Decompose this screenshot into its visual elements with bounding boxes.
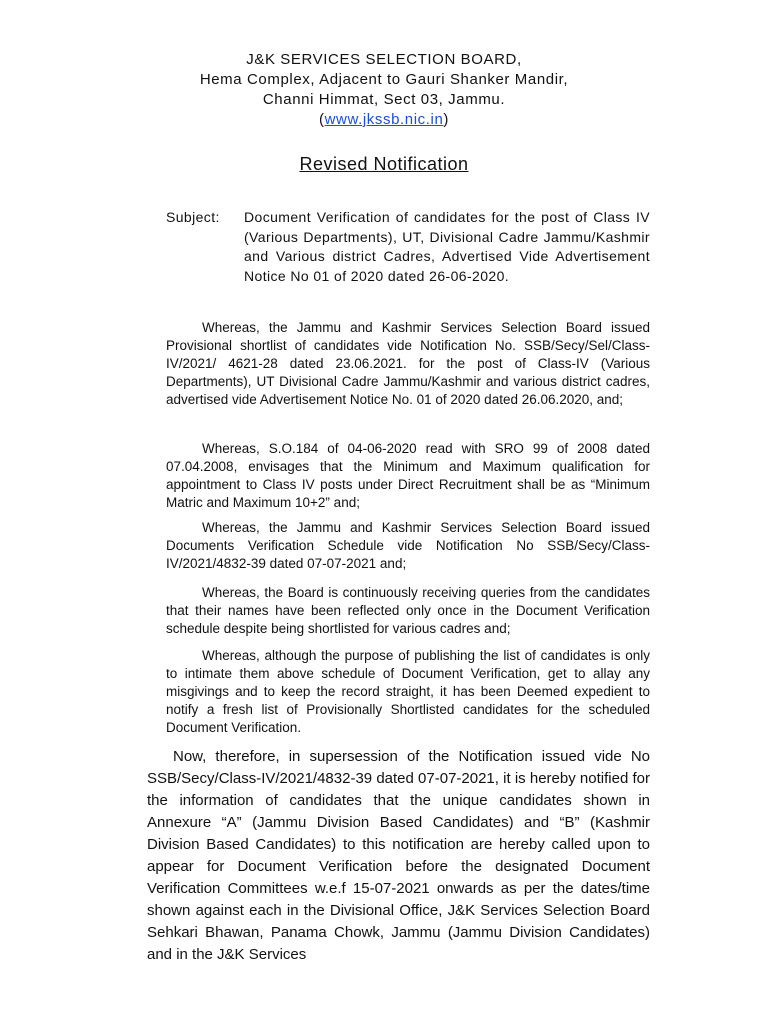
paragraph-dv-schedule: Whereas, the Jammu and Kashmir Services Selection Board issued Documents Verification Schedule vide Notification No SSB/Secy/Class-IV/2021/4832-39 dated 07-07-2021 and; (166, 520, 650, 571)
title-text: Revised Notification (299, 154, 469, 174)
notification-title (0, 154, 768, 175)
letterhead (0, 50, 768, 130)
board-address-line: Hema Complex, Adjacent to Gauri Shanker Mandir, (199, 71, 569, 88)
paragraph-fresh-list: Whereas, although the purpose of publishing the list of candidates is only to intimate them above schedule of Document Verification, get to allay any misgivings and to keep the record straight, it has been Deemed expedient to notify a fresh list of Provisionally Shortlisted candidates for the scheduled Document Verification. (166, 648, 650, 735)
subject-label: Subject: (166, 209, 220, 225)
paragraph-provisional-shortlist: Whereas, the Jammu and Kashmir Services Selection Board issued Provisional shortlist of candidates vide Notification No. SSB/Secy/Sel/Class-IV/2021/ 4621-28 dated 23.06.2021. for the post of Class-IV (Various Departments), UT Divisional Cadre Jammu/Kashmir and various district cadres, advertised vide Advertisement Notice No. 01 of 2020 dated 26.06.2020, and; (166, 320, 650, 407)
paragraph-qualification: Whereas, S.O.184 of 04-06-2020 read with SRO 99 of 2008 dated 07.04.2008, envisages that the Minimum and Maximum qualification for appointment to Class IV posts under Direct Recruitment shall be as “Minimum Matric and Maximum 10+2” and; (166, 441, 650, 510)
website-link[interactable]: www.jkssb.nic.in (324, 111, 444, 128)
subject-text: Document Verification of candidates for the post of Class IV (Various Departments), UT, Divisional Cadre Jammu/Kashmir and Various district Cadres, Advertised Vide Advertisement Notice No 01 of 2020 dated 26-06-2020. (244, 209, 650, 284)
board-address-city: Channi Himmat, Sect 03, Jammu. (262, 91, 506, 108)
website-line: (www.jkssb.nic.in) (318, 111, 449, 128)
paragraph-supersession: Now, therefore, in supersession of the Notification issued vide No SSB/Secy/Class-IV/2021/4832-39 dated 07-07-2021, it is hereby notified for the information of candidates that the unique candidates shown in Annexure “A” (Jammu Division Based Candidates) and “B” (Kashmir Division Based Candidates) to this notification are hereby called upon to appear for Document Verification before the designated Document Verification Committees w.e.f 15-07-2021 onwards as per the dates/time shown against each in the Divisional Office, J&K Services Selection Board Sehkari Bhawan, Panama Chowk, Jammu (Jammu Division Candidates) and in the J&K Services (147, 748, 650, 963)
paragraph-queries: Whereas, the Board is continuously receiving queries from the candidates that their names have been reflected only once in the Document Verification schedule despite being shortlisted for various cadres and; (166, 585, 650, 636)
board-name: J&K SERVICES SELECTION BOARD, (246, 51, 522, 68)
